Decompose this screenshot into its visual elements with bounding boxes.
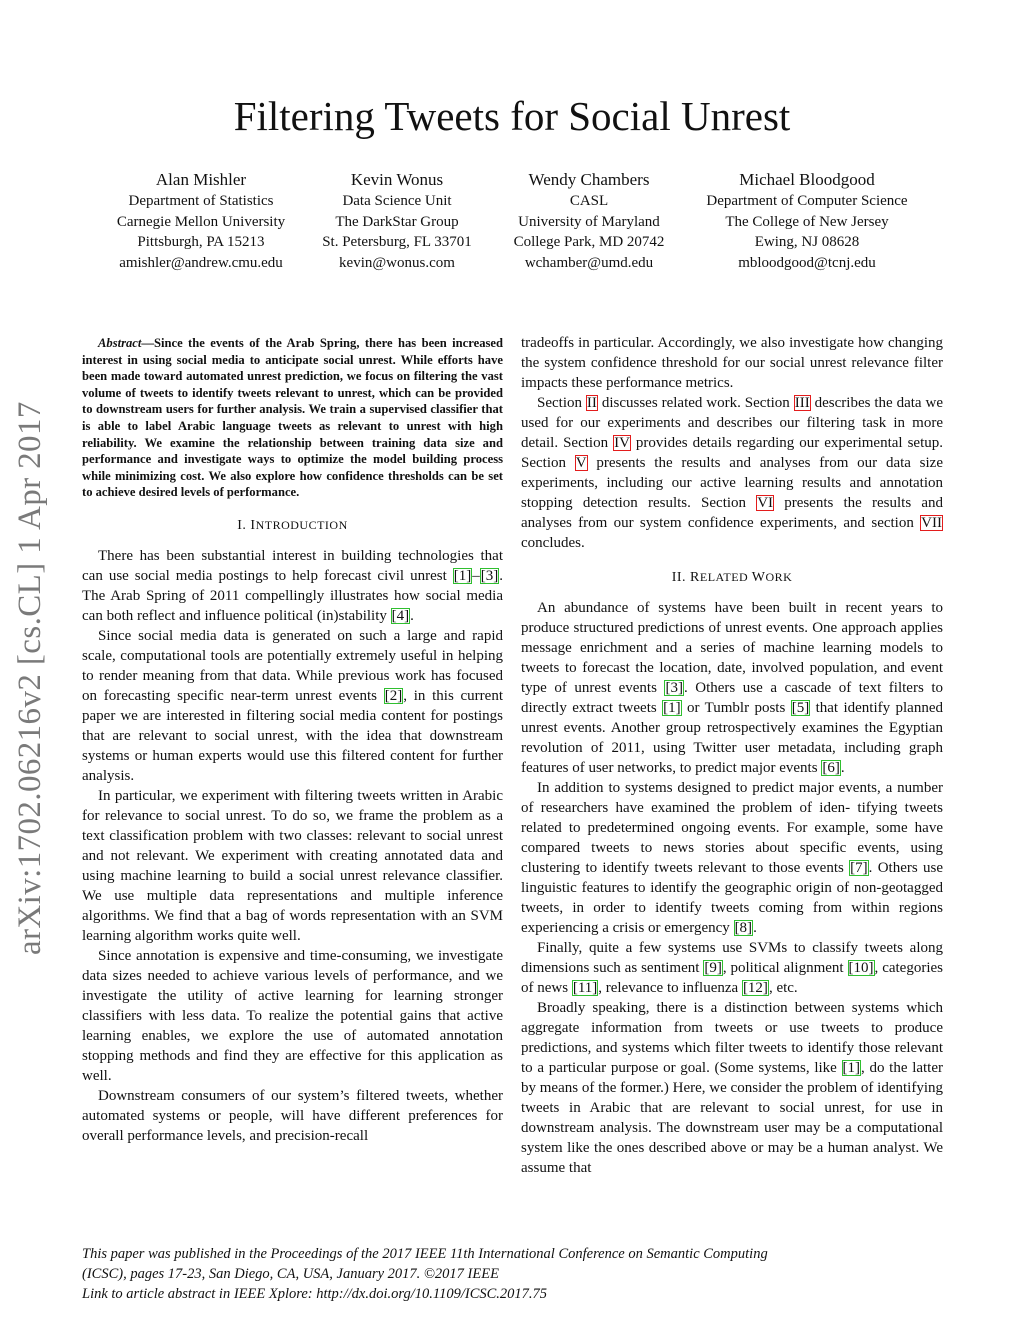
citation-link[interactable]: [1] — [842, 1060, 861, 1076]
citation-link[interactable]: [8] — [734, 920, 753, 936]
text-run: presents the results and analyses from our system confidence experiments, and section — [521, 495, 943, 531]
text-run: or Tumblr posts — [681, 700, 791, 716]
author-4 — [702, 168, 912, 273]
author-organization: The College of New Jersey — [725, 213, 889, 230]
author-block — [96, 168, 950, 278]
citation-link[interactable]: [10] — [848, 960, 874, 976]
intro-paragraph-5: Downstream consumers of our system’s filtered tweets, whether automated systems or people, will have different preferences for overall performance levels, and precision-recall — [82, 1087, 503, 1144]
section-number: I. — [237, 517, 247, 533]
intro-paragraph-1 — [82, 546, 503, 626]
author-email: kevin@wonus.com — [339, 254, 455, 271]
text-run: Broadly speaking, there is a distinction between systems which aggregate information from tweets or use tweets to produce predictions, and systems which filter tweets to identify those relevant to a particular purpose or goal. (Some systems, like — [521, 1000, 943, 1076]
text-run: Finally, quite a few systems use SVMs to classify tweets along dimensions such as sentiment — [521, 940, 943, 976]
text-run: that identify planned unrest events. Another group retrospectively examines the Egyptian revolution of 2011, using Twitter user metadata, including graph features of user networks, to predict major events — [521, 700, 943, 776]
author-name: Michael Bloodgood — [739, 170, 875, 189]
section-reference-link[interactable]: VII — [921, 515, 942, 531]
author-email: mbloodgood@tcnj.edu — [738, 254, 876, 271]
citation-link[interactable]: [7] — [850, 860, 868, 876]
text-run: . The Arab Spring of 2011 compellingly illustrates how social media can both reflect and influence political (in)stability — [82, 567, 503, 624]
left-column — [82, 335, 503, 1146]
abstract-label: Abstract — [98, 336, 142, 350]
citation-link[interactable]: [3] — [665, 680, 683, 696]
citation-link[interactable]: [1] — [453, 567, 472, 584]
citation-link[interactable]: [4] — [391, 607, 410, 624]
text-run: Since social media data is generated on such a large and rapid scale, computational tools are potentially extremely useful in helping to render meaning from that data. While previous work has focused on forecasting specific near-term unrest events — [82, 627, 503, 704]
related-paragraph-1 — [521, 598, 943, 778]
text-run: . — [753, 920, 757, 936]
author-2 — [292, 168, 502, 273]
author-location: St. Petersburg, FL 33701 — [322, 234, 472, 250]
author-3 — [484, 168, 694, 273]
text-run: describes the data we used for our experiments and describes our filtering task in more detail. Section — [521, 395, 943, 451]
intro-paragraph-2 — [82, 626, 503, 786]
citation-link[interactable]: [11] — [572, 980, 598, 996]
text-run: , do the latter by means of the former.) Here, we consider the problem of identifying tweets in Arabic that are relevant to social unrest, for use in downstream analysis. The downstream user may be a computational system like the ones described above or may be a human analyst. We assume that — [521, 1060, 944, 1176]
author-name: Wendy Chambers — [528, 170, 650, 189]
text-run: , in this current paper we are interested in filtering social media content for postings that are relevant to social unrest, with the idea that downstream systems or human experts would use this filtered content for further analysis. — [82, 687, 503, 784]
publication-footnote — [82, 1244, 942, 1304]
paper-title: Filtering Tweets for Social Unrest — [233, 93, 791, 139]
author-name: Kevin Wonus — [350, 170, 444, 189]
author-department: Department of Computer Science — [706, 193, 908, 209]
section-title-rest: ORK — [765, 570, 793, 584]
citation-link[interactable]: [3] — [480, 567, 499, 584]
citation-link[interactable]: [2] — [384, 687, 403, 704]
text-run: . Others use linguistic features to identify the geographic origin of non-geotagged tweets, in order to identify tweets coming from within regions experiencing a crisis or emergency — [521, 860, 943, 936]
related-paragraph-2 — [521, 778, 943, 938]
right-column — [521, 333, 943, 1178]
abstract-dash: — — [141, 336, 154, 350]
section-reference-link[interactable]: II — [586, 395, 597, 411]
citation-link[interactable]: [1] — [663, 700, 681, 716]
author-department: Department of Statistics — [128, 193, 274, 209]
section-heading-introduction — [82, 515, 503, 536]
section-initial: I — [250, 517, 256, 533]
author-organization: Carnegie Mellon University — [116, 213, 286, 230]
text-run: provides details regarding our experimental setup. Section — [521, 435, 943, 471]
author-department: CASL — [569, 193, 609, 209]
text-run: , etc. — [768, 980, 798, 996]
section-title-rest: ELATED — [699, 570, 752, 584]
section-reference-link[interactable]: V — [575, 455, 587, 471]
author-email: amishler@andrew.cmu.edu — [119, 254, 283, 271]
author-organization: The DarkStar Group — [335, 213, 459, 230]
text-run: concludes. — [521, 535, 585, 551]
citation-link[interactable]: [12] — [742, 980, 768, 996]
section-heading-related-work — [521, 567, 943, 588]
citation-link[interactable]: [9] — [704, 960, 722, 976]
abstract-text: Since the events of the Arab Spring, there has been increased interest in using social media to anticipate social unrest. While efforts have been made toward automated unrest prediction, we focus on filtering the vast volume of tweets to identify tweets relevant to unrest, which can be provided to downstream users for further analysis. We train a supervised classifier that is able to label Arabic language tweets as relevant to unrest with high reliability. We examine the relationship between training data size and performance and investigate ways to optimize the model building process while minimizing cost. We also explore how confidence thresholds can be set to achieve desired levels of performance. — [82, 336, 503, 500]
text-run: Section — [537, 395, 586, 411]
author-1 — [96, 168, 306, 273]
author-name: Alan Mishler — [155, 170, 247, 189]
text-run: presents the results and analyses from our data size experiments, including our active learning results and annotation stopping detection results. Section — [521, 455, 943, 511]
related-paragraph-4 — [521, 998, 943, 1178]
author-email: wchamber@umd.edu — [524, 254, 654, 271]
related-paragraph-3 — [521, 938, 943, 998]
intro-paragraph-4: Since annotation is expensive and time-consuming, we investigate data sizes needed to achieve various levels of performance, and we investigate the utility of active learning for learning stronger classifiers with less data. To realize the potential gains that active learning enables, we explore the use of automated annotation stopping methods and find they are effective for this application as well. — [82, 947, 503, 1084]
text-run: . — [410, 607, 414, 624]
text-run: – — [472, 567, 480, 584]
arxiv-identifier: arXiv:1702.06216v2 [cs.CL] 1 Apr 2017 — [12, 401, 48, 955]
section-number: II. — [671, 570, 687, 585]
text-run: . Others use a cascade of text filters to directly extract tweets — [521, 680, 943, 716]
footnote-doi-link[interactable]: Link to article abstract in IEEE Xplore: http://dx.doi.org/10.1109/ICSC.2017.75 — [82, 1286, 548, 1302]
section-reference-link[interactable]: IV — [614, 435, 630, 451]
author-location: Ewing, NJ 08628 — [754, 234, 860, 250]
text-run: , categories of news — [521, 960, 943, 996]
section-reference-link[interactable]: III — [794, 395, 810, 411]
citation-link[interactable]: [6] — [822, 760, 840, 776]
author-organization: University of Maryland — [518, 213, 660, 230]
citation-link[interactable]: [5] — [791, 700, 810, 716]
author-department: Data Science Unit — [342, 193, 452, 209]
section-title-rest: NTRODUCTION — [255, 517, 348, 532]
author-location: College Park, MD 20742 — [513, 234, 665, 250]
author-location: Pittsburgh, PA 15213 — [137, 234, 265, 250]
text-run: , political alignment — [722, 960, 848, 976]
section-reference-link[interactable]: VI — [757, 495, 774, 511]
text-run: In addition to systems designed to predict major events, a number of researchers have examined the problem of iden- tifying tweets related to predetermined ongoing events. For example, some have compared tweets to news stories about specific events, using clustering to identify tweets relevant to those events — [521, 780, 943, 876]
section-initial: W — [751, 570, 766, 585]
footnote-line-2: (ICSC), pages 17-23, San Diego, CA, USA, January 2017. ©2017 IEEE — [82, 1266, 499, 1282]
text-run: . — [840, 760, 845, 776]
paper-outline-paragraph — [521, 393, 943, 553]
footnote-line-1: This paper was published in the Proceedings of the 2017 IEEE 11th International Conference on Semantic Computing — [82, 1246, 768, 1262]
abstract — [82, 335, 503, 501]
text-run: , relevance to influenza — [598, 980, 742, 996]
intro-paragraph-5-continued: tradeoffs in particular. Accordingly, we also investigate how changing the system confidence threshold for our social unrest relevance filter impacts these performance metrics. — [521, 335, 943, 391]
intro-paragraph-3: In particular, we experiment with filtering tweets written in Arabic for relevance to social unrest. To do so, we frame the problem as a text classification problem with two classes: relevant to social unrest and not relevant. We experiment with creating annotated data and using machine learning to build a social unrest relevance classifier. We use multiple data representations and multiple inference algorithms. We find that a bag of words representation with an SVM learning algorithm works quite well. — [82, 787, 503, 944]
text-run: There has been substantial interest in building technologies that can use social media postings to help forecast civil unrest — [82, 547, 503, 584]
section-initial: R — [690, 570, 700, 585]
text-run: An abundance of systems have been built in recent years to produce structured predictions of unrest events. One approach applies message enrichment and a series of machine learning models to tweets to forecast the location, date, involved population, and event type of unrest events — [521, 600, 943, 696]
text-run: discusses related work. Section — [597, 395, 794, 411]
